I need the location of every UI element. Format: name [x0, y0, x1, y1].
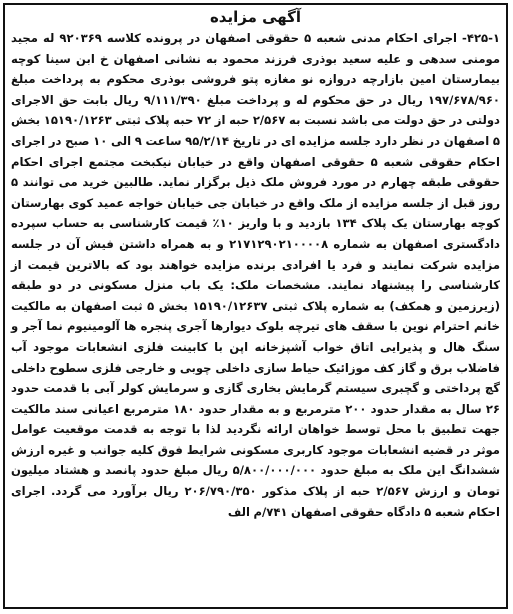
- auction-notice: [3, 3, 508, 609]
- notice-title: آگهی مزایده: [209, 8, 302, 26]
- notice-body: ۴۲۵-۱- اجرای احکام مدنی شعبه ۵ حقوقی اصفهان در پرونده کلاسه ۹۲۰۳۶۹ له مجید مومنی سدهی و علیه سعید بوذری فرزند محمود به نشانی اصفهان خ ابن سینا کوچه بیمارستان امین بازارچه دروازه نو مغازه پتو فروشی بوذری محکوم به پرداخت مبلغ ۱۹۷/۶۷۸/۹۶۰ ریال در حق محکوم له و پرداخت مبلغ ۹/۱۱۱/۳۹۰ ریال بابت حق الاجرای دولتی در حق دولت می باشد نسبت به ۲/۵۶۷ حبه از ۷۲ حبه پلاک ثبتی ۱۵۱۹۰/۱۲۶۳ بخش ۵ اصفهان در نظر دارد جلسه مزایده ای در تاریخ ۹۵/۲/۱۴ ساعت ۹ الی ۱۰ صبح در اجرای احکام حقوقی شعبه ۵ حقوقی اصفهان واقع در خیابان نیکبخت مجتمع اجرای احکام حقوقی طبقه چهارم در مورد فروش ملک ذیل برگزار نماید. طالبین خرید می توانند ۵ روز قبل از جلسه مزایده از ملک واقع در خیابان جی خیابان خواجه عمید کوی بهارستان کوچه بهارستان یک پلاک ۱۳۴ بازدید و با واریز ۱۰٪ قیمت کارشناسی به حساب سپرده دادگستری اصفهان به شماره ۲۱۷۱۲۹۰۲۱۰۰۰۰۸ و به همراه داشتن فیش آن در جلسه مزایده شرکت نمایند و فرد یا افرادی برنده مزایده خواهند بود که بالاترین قیمت از کارشناسی را پیشنهاد نمایند. مشخصات ملک: یک باب منزل مسکونی در دو طبقه (زیرزمین و همکف) به شماره پلاک ثبتی ۱۵۱۹۰/۱۲۶۳۷ بخش ۵ ثبت اصفهان به مالکیت خانم احترام نوین با سقف های تیرچه بلوک دیوارها آجری پنجره ها آلومینیوم نما آجر و سنگ هال و پذیرایی اتاق خواب آشپزخانه اپن با کابینت فلزی انشعابات موجود آب فاضلاب برق و گاز کف موزائیک حیاط سازی داخلی چوبی و خارجی فلزی سطوح داخلی گچ پرداختی و گچبری سیستم گرمایش بخاری گازی و سرمایش کولر آبی با قدمت حدود ۲۶ سال به مقدار حدود ۲۰۰ مترمربع و به مقدار حدود ۱۸۰ مترمربع اعیانی سند مالکیت جهت تطبیق با محل توسط خواهان ارائه نگردید لذا با توجه به قدمت موقعیت عوامل موثر در قضیه انشعابات موجود کاربری مسکونی شرایط فوق کلیه جوانب و غیره ارزش ششدانگ این ملک به مبلغ حدود ۵/۸۰۰/۰۰۰/۰۰۰ ریال مبلغ حدود پانصد و هشتاد میلیون تومان و ارزش ۲/۵۶۷ حبه از پلاک مذکور ۲۰۶/۷۹۰/۳۵۰ ریال برآورد می گردد. اجرای احکام شعبه ۵ دادگاه حقوقی اصفهان ۷۴۱/م الف: [11, 31, 501, 519]
